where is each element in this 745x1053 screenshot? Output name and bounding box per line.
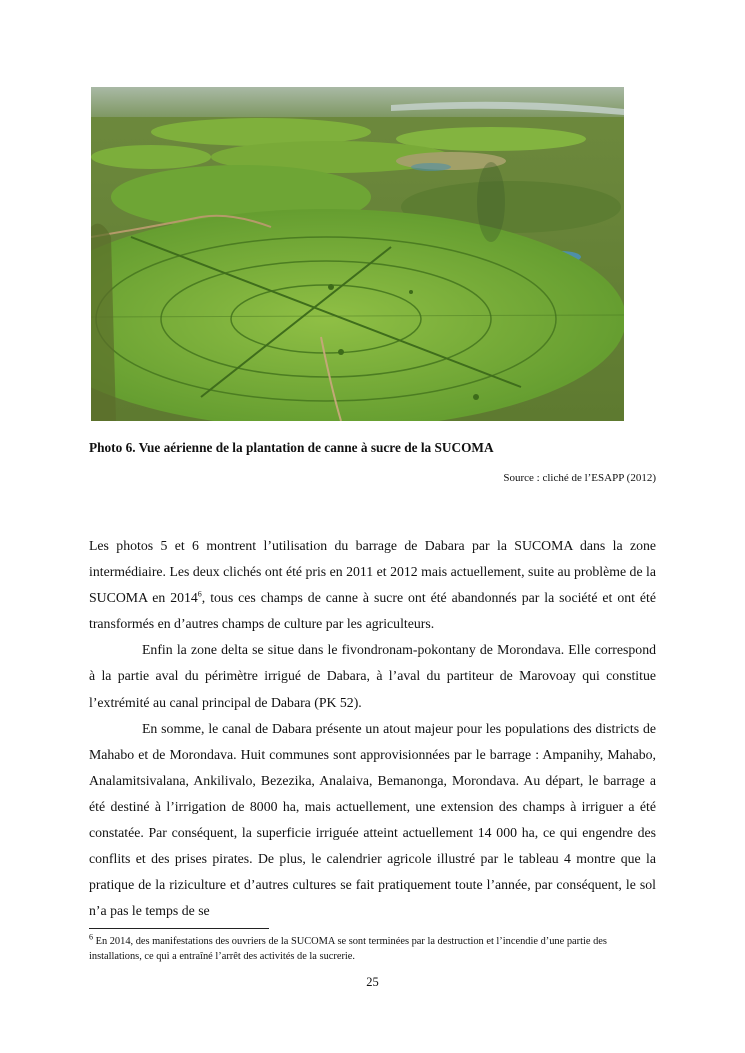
aerial-photo [91, 87, 624, 421]
footnote-number: 6 [89, 932, 93, 942]
paragraph-1-start: Les photos 5 et 6 montrent l’utilisation du barrage de Dabara par la SUCOMA dans la zone intermédiaire. Les deux clichés ont été pris en 2011 et 2012 mais actuellement, suite au problème de la SUCOMA en 2014 [89, 538, 656, 606]
footnote [89, 934, 656, 964]
paragraph-2: Enfin la zone delta se situe dans le fivondronam-pokontany de Morondava. Elle correspond à la partie aval du périmètre irrigué de Dabara, à l’aval du partiteur de Marovoay qui constitue l’extrémité au canal principal de Dabara (PK 52). [89, 642, 656, 710]
footnote-reference: 6 [197, 589, 202, 599]
footnote-text: En 2014, des manifestations des ouvriers de la SUCOMA se sont terminées par la destruction et l’incendie d’une partie des installations, ce qui a entraîné l’arrêt des activités de la sucrerie. [89, 936, 607, 962]
aerial-photo-illustration [91, 87, 624, 421]
photo-caption: Photo 6. Vue aérienne de la plantation de canne à sucre de la SUCOMA [89, 440, 494, 455]
paragraph-1-end: , tous ces champs de canne à sucre ont été abandonnés par la société et ont été transformés en d’autres champs de culture par les agriculteurs. [89, 590, 656, 632]
paragraph-3: En somme, le canal de Dabara présente un atout majeur pour les populations des districts de Mahabo et de Morondava. Huit communes sont approvisionnées par le barrage : Ampanihy, Mahabo, Analamitsivalana, Ankilivalo, Bezezika, Analaiva, Bemanonga, Morondava. Au départ, le barrage a été destiné à l’irrigation de 8000 ha, mais actuellement, une extension des champs à irriguer a été constatée. Par conséquent, la superficie irriguée atteint actuellement 14 000 ha, ce qui engendre des conflits et des prises pirates. De plus, le calendrier agricole illustré par le tableau 4 montre que la pratique de la riziculture et d’autres cultures se fait pratiquement toute l’année, par conséquent, le sol n’a pas le temps de se [89, 720, 656, 919]
page-number: 25 [366, 975, 379, 989]
footnote-divider [89, 928, 269, 929]
photo-source: Source : cliché de l’ESAPP (2012) [503, 472, 656, 484]
paragraph-1 [89, 533, 656, 637]
body-text [89, 533, 656, 924]
